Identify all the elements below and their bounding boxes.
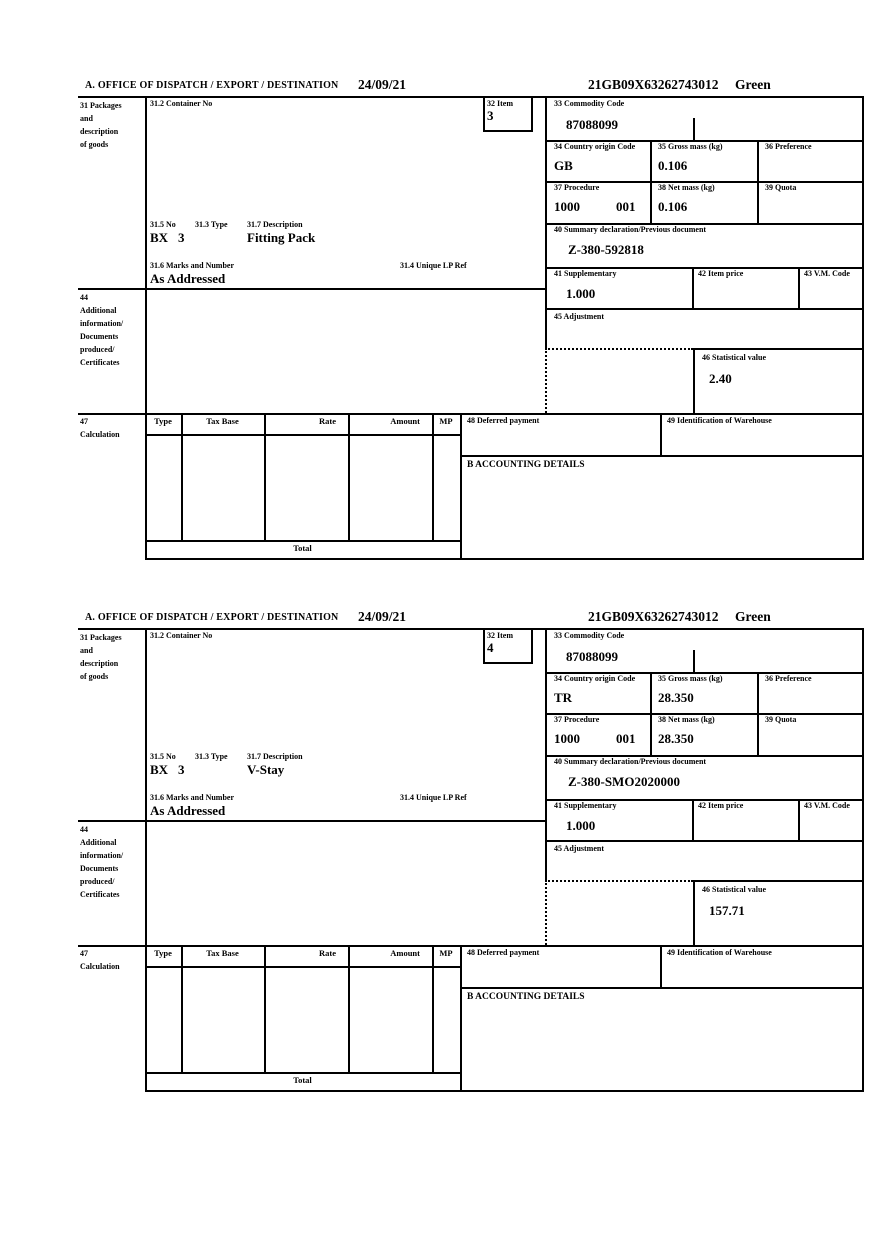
box31-side-line: and [80,114,93,123]
grid-line [798,799,800,842]
total-label: Total [293,1075,312,1085]
box47-side-label [80,947,120,973]
total-label: Total [293,543,312,553]
commodity-code-tick [693,118,695,140]
pkg-description-value: V-Stay [247,762,285,777]
container-no-label: 31.2 Container No [150,99,213,108]
box44-side-line: Additional [80,838,117,847]
marks-value: As Addressed [150,271,226,286]
previous-document-value: Z-380-SMO2020000 [568,774,680,789]
grid-line [181,413,183,542]
item-number-value: 3 [487,108,494,123]
procedure-label: 37 Procedure [554,183,600,192]
calc-col-rate: Rate [319,416,336,426]
net-mass-label: 38 Net mass (kg) [658,183,715,192]
gross-mass-label: 35 Gross mass (kg) [658,674,723,683]
grid-line [692,267,694,310]
adjustment-label: 45 Adjustment [554,312,605,321]
grid-line [460,987,864,989]
grid-line [660,945,662,989]
marks-value: As Addressed [150,803,226,818]
procedure-label: 37 Procedure [554,715,600,724]
box47-side-line: Calculation [80,430,120,439]
statistical-value: 2.40 [709,371,732,386]
supplementary-label: 41 Supplementary [554,269,617,278]
grid-line [145,1072,462,1074]
calc-col-amount: Amount [390,416,420,426]
grid-line [78,945,864,947]
grid-line [650,140,652,225]
box31-side-line: and [80,646,93,655]
box47-side-line: 47 [80,949,88,958]
grid-line [348,413,350,542]
calc-col-type: Type [154,416,172,426]
grid-line [78,288,547,290]
item-price-label: 42 Item price [698,801,744,810]
sad-continuation-form [78,76,864,562]
grid-line [145,558,864,560]
box44-side-line: Documents [80,332,119,341]
acceptance-date: 24/09/21 [358,77,407,92]
supplementary-label: 41 Supplementary [554,801,617,810]
gross-mass-value: 0.106 [658,158,688,173]
grid-line [693,348,695,415]
container-no-label: 31.2 Container No [150,631,213,640]
commodity-code-label: 33 Commodity Code [554,99,625,108]
grid-line [432,413,434,542]
marks-and-number-label: 31.6 Marks and Number [150,793,235,802]
preference-label: 36 Preference [765,674,812,683]
box47-side-label [80,415,120,441]
pkg-type-label: 31.3 Type [195,752,228,761]
pkg-no-value: BX [150,230,169,245]
grid-line [798,267,800,310]
acceptance-date: 24/09/21 [358,609,407,624]
grid-line [692,799,694,842]
grid-line [545,840,864,842]
box44-side-line: 44 [80,825,88,834]
box47-side-line: 47 [80,417,88,426]
box31-side-line: description [80,127,119,136]
grid-line [145,434,462,436]
pkg-no-label: 31.5 No [150,220,176,229]
gross-mass-value: 28.350 [658,690,694,705]
sad-continuation-form [78,608,864,1094]
grid-line [757,672,759,757]
procedure-value-2: 001 [616,731,636,746]
grid-line [145,1090,864,1092]
grid-line [145,540,462,542]
box44-side-line: Documents [80,864,119,873]
commodity-code-value: 87088099 [566,649,618,664]
item-label: 32 Item [487,99,513,108]
declaration-reference: 21GB09X63262743012 [588,609,719,624]
grid-line [78,413,864,415]
pkg-description-value: Fitting Pack [247,230,316,245]
grid-line [145,96,147,560]
pkg-description-label: 31.7 Description [247,752,303,761]
calc-col-mp: MP [439,948,453,958]
box31-side-label [80,631,122,683]
grid-line [78,96,864,98]
grid-line [693,880,864,882]
net-mass-value: 28.350 [658,731,694,746]
calc-col-rate: Rate [319,948,336,958]
deferred-payment-label: 48 Deferred payment [467,948,540,957]
summary-declaration-label: 40 Summary declaration/Previous document [554,225,707,234]
country-origin-value: GB [554,158,573,173]
calc-col-amount: Amount [390,948,420,958]
quota-label: 39 Quota [765,183,797,192]
commodity-code-tick [693,650,695,672]
item-number-value: 4 [487,640,494,655]
statistical-value-label: 46 Statistical value [702,885,766,894]
grid-line [757,140,759,225]
grid-line [432,945,434,1074]
pkg-no-value: BX [150,762,169,777]
box31-side-line: of goods [80,672,109,681]
box31-side-line: 31 Packages [80,101,122,110]
grid-line [145,628,147,1092]
procedure-value-2: 001 [616,199,636,214]
pkg-type-label: 31.3 Type [195,220,228,229]
grid-line [264,945,266,1074]
route-indicator: Green [735,77,771,92]
grid-line [145,966,462,968]
country-origin-label: 34 Country origin Code [554,674,636,683]
dotted-grid-line [545,348,547,413]
grid-line [545,308,864,310]
box31-side-line: 31 Packages [80,633,122,642]
box31-side-line: of goods [80,140,109,149]
box44-side-line: Certificates [80,890,120,899]
grid-line [650,672,652,757]
grid-line [78,820,547,822]
procedure-value-1: 1000 [554,731,580,746]
summary-declaration-label: 40 Summary declaration/Previous document [554,757,707,766]
dotted-grid-line [545,880,547,945]
unique-lp-ref-label: 31.4 Unique LP Ref [400,793,467,802]
net-mass-label: 38 Net mass (kg) [658,715,715,724]
commodity-code-label: 33 Commodity Code [554,631,625,640]
grid-line [181,945,183,1074]
grid-line [348,945,350,1074]
dotted-grid-line [545,348,693,350]
item-price-label: 42 Item price [698,269,744,278]
box47-side-line: Calculation [80,962,120,971]
previous-document-value: Z-380-592818 [568,242,644,257]
box44-side-line: produced/ [80,345,115,354]
dotted-grid-line [545,880,693,882]
accounting-details-label: B ACCOUNTING DETAILS [467,460,585,470]
box44-side-line: 44 [80,293,88,302]
grid-line [660,413,662,457]
net-mass-value: 0.106 [658,199,688,214]
box44-side-line: produced/ [80,877,115,886]
grid-line [78,628,864,630]
vm-code-label: 43 V.M. Code [804,269,850,278]
route-indicator: Green [735,609,771,624]
grid-line [862,628,864,1092]
commodity-code-value: 87088099 [566,117,618,132]
country-origin-value: TR [554,690,573,705]
grid-line [264,413,266,542]
box31-side-label [80,99,122,151]
preference-label: 36 Preference [765,142,812,151]
grid-line [693,348,864,350]
item-label: 32 Item [487,631,513,640]
calc-col-tax-base: Tax Base [206,416,239,426]
statistical-value-label: 46 Statistical value [702,353,766,362]
supplementary-value: 1.000 [566,286,596,301]
box44-side-line: information/ [80,851,124,860]
gross-mass-label: 35 Gross mass (kg) [658,142,723,151]
procedure-value-1: 1000 [554,199,580,214]
box44-side-line: Certificates [80,358,120,367]
adjustment-label: 45 Adjustment [554,844,605,853]
box44-side-line: information/ [80,319,124,328]
office-of-dispatch-label: A. OFFICE OF DISPATCH / EXPORT / DESTINATION [85,612,339,623]
statistical-value: 157.71 [709,903,745,918]
calc-col-mp: MP [439,416,453,426]
vm-code-label: 43 V.M. Code [804,801,850,810]
box44-side-label [80,291,123,369]
quota-label: 39 Quota [765,715,797,724]
country-origin-label: 34 Country origin Code [554,142,636,151]
unique-lp-ref-label: 31.4 Unique LP Ref [400,261,467,270]
office-of-dispatch-label: A. OFFICE OF DISPATCH / EXPORT / DESTINATION [85,80,339,91]
pkg-no-label: 31.5 No [150,752,176,761]
grid-line [693,880,695,947]
accounting-details-label: B ACCOUNTING DETAILS [467,992,585,1002]
warehouse-label: 49 Identification of Warehouse [667,416,772,425]
declaration-reference: 21GB09X63262743012 [588,77,719,92]
supplementary-value: 1.000 [566,818,596,833]
box44-side-line: Additional [80,306,117,315]
deferred-payment-label: 48 Deferred payment [467,416,540,425]
grid-line [862,96,864,560]
grid-line [460,455,864,457]
warehouse-label: 49 Identification of Warehouse [667,948,772,957]
box44-side-label [80,823,123,901]
marks-and-number-label: 31.6 Marks and Number [150,261,235,270]
box31-side-line: description [80,659,119,668]
pkg-type-value: 3 [178,762,185,777]
calc-col-type: Type [154,948,172,958]
calc-col-tax-base: Tax Base [206,948,239,958]
pkg-type-value: 3 [178,230,185,245]
pkg-description-label: 31.7 Description [247,220,303,229]
